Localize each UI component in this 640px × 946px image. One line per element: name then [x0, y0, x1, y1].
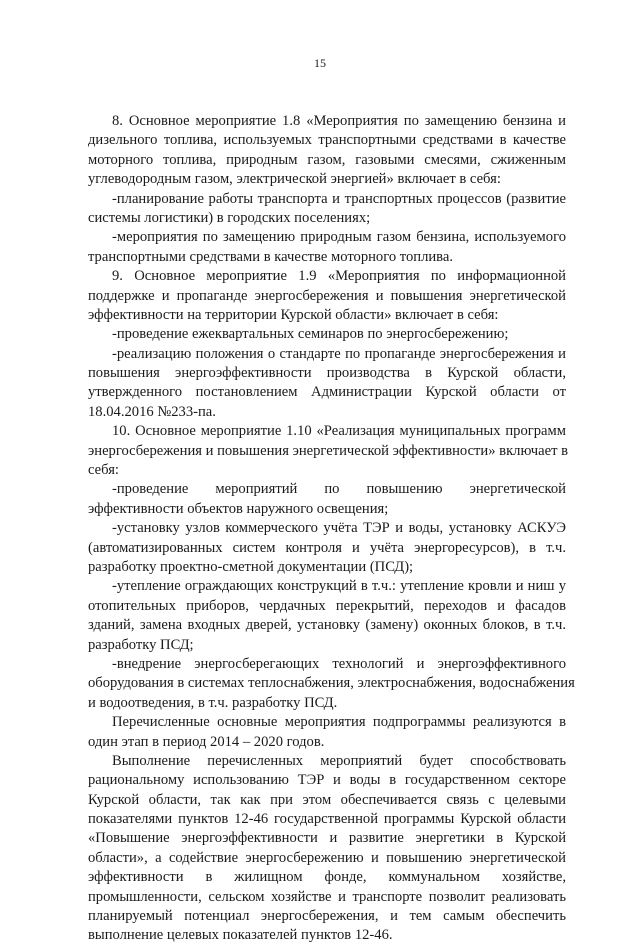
text-line: показателями пунктов 12-46 государственной программы Курской области	[88, 811, 566, 828]
text-line: Курской области, так как при этом обеспечивается связь с целевыми	[88, 791, 566, 808]
text-line: 8. Основное мероприятие 1.8 «Мероприятия по замещению бензина и	[112, 113, 566, 129]
text-line: -проведение мероприятий по повышению энергетической	[112, 481, 566, 498]
text-line: -внедрение энергосберегающих технологий и энергоэффективного	[112, 655, 566, 672]
text-line: себя:	[88, 462, 119, 479]
text-line: зданий, замена входных дверей, установку (замену) оконных блоков, в т.ч.	[88, 617, 566, 634]
text-line: промышленности, сельском хозяйстве и транспорте позволит реализовать	[88, 888, 566, 905]
text-line: планируемый потенциал энергосбережения, и тем самым обеспечить	[88, 908, 566, 925]
text-line: поддержке и пропаганде энергосбережения и повышения энергетической	[88, 287, 566, 304]
text-line: и водоотведения, в т.ч. разработку ПСД.	[88, 694, 338, 711]
text-line: энергосбережения и повышения энергетической эффективности» включает в	[88, 442, 569, 459]
text-line: (автоматизированных систем контроля и учёта энергоресурсов), в т.ч.	[88, 539, 566, 556]
text-line: «Повышение энергоэффективности и развитие энергетики в Курской	[88, 830, 566, 847]
text-line: рациональному использованию ТЭР и воды в государственном секторе	[88, 772, 566, 789]
text-line: моторного топлива, природным газом, газовыми смесями, сжиженным	[88, 151, 566, 168]
text-line: один этап в период 2014 – 2020 годов.	[88, 733, 325, 750]
text-line: утвержденного постановлением Администрации Курской области от	[88, 384, 566, 401]
text-line: разработку проектно-сметной документации (ПСД);	[88, 558, 414, 575]
page-number: 15	[314, 56, 326, 70]
text-line: -реализацию положения о стандарте по пропаганде энергосбережения и	[112, 345, 566, 362]
text-line: дизельного топлива, используемых транспортными средствами в качестве	[88, 132, 566, 149]
text-line: 9. Основное мероприятие 1.9 «Мероприятия по информационной	[112, 268, 566, 285]
text-line: области», а содействие энергосбережению и повышению энергетической	[88, 849, 566, 866]
text-line: -утепление ограждающих конструкций в т.ч.: утепление кровли и ниш у	[112, 578, 566, 595]
text-line: выполнение целевых показателей пунктов 12-46.	[88, 927, 393, 944]
text-line: отопительных приборов, чердачных перекрытий, переходов и фасадов	[88, 597, 566, 614]
text-line: транспортными средствами в качестве моторного топлива.	[88, 248, 453, 265]
text-line: оборудования в системах теплоснабжения, электроснабжения, водоснабжения	[88, 675, 575, 692]
document-body	[88, 112, 575, 946]
text-line: повышения энергоэффективности производства в Курской области,	[88, 365, 566, 382]
text-line: эффективности на территории Курской области» включает в себя:	[88, 306, 499, 323]
text-line: Выполнение перечисленных мероприятий будет способствовать	[112, 752, 566, 769]
text-line: 18.04.2016 №233-па.	[88, 403, 216, 420]
text-line: -мероприятия по замещению природным газом бензина, используемого	[112, 229, 566, 246]
text-line: разработку ПСД;	[88, 636, 194, 653]
text-line: -планирование работы транспорта и транспортных процессов (развитие	[112, 190, 566, 207]
text-line: Перечисленные основные мероприятия подпрограммы реализуются в	[112, 714, 566, 731]
text-line: -установку узлов коммерческого учёта ТЭР и воды, установку АСКУЭ	[112, 520, 566, 537]
text-line: эффективности объектов наружного освещения;	[88, 500, 389, 517]
text-line: углеводородным газом, электрической энергией» включает в себя:	[88, 171, 501, 188]
text-line: 10. Основное мероприятие 1.10 «Реализация муниципальных программ	[112, 423, 566, 440]
text-line: системы логистики) в городских поселениях;	[88, 209, 371, 226]
text-line: -проведение ежеквартальных семинаров по энергосбережению;	[112, 326, 509, 343]
text-line: эффективности в жилищном фонде, коммунальном хозяйстве,	[88, 869, 566, 886]
